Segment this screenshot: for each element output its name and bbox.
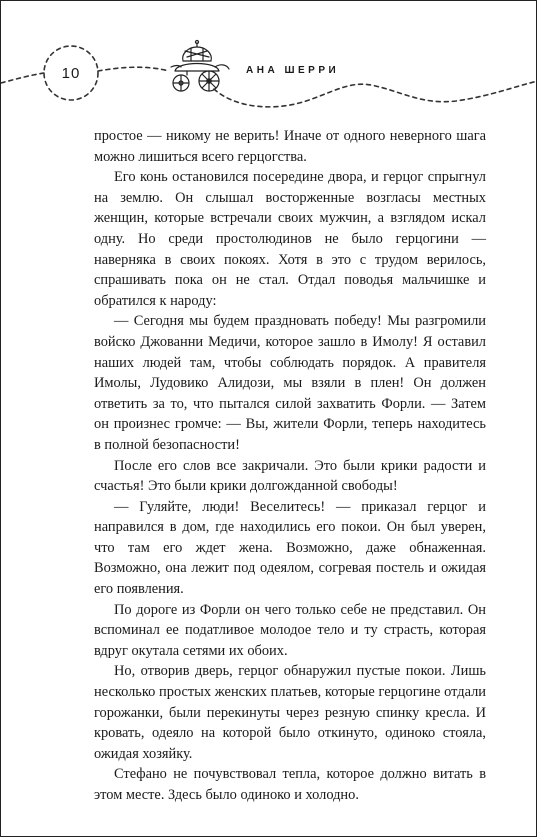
- paragraph: Его конь остановился посередине двора, и герцог спрыгнул на землю. Он слышал восторженные возгласы местных женщин, которые встречали своих мужчин, а взглядом искал одну. Но среди простолюдинов не было герцогини — наверняка в своих покоях. Хотя в это с трудом верилось, спрашивать пока он не стал. Отдал поводья мальчишке и обратился к народу:: [94, 169, 486, 309]
- paragraph: Стефано не почувствовал тепла, которое должно витать в этом месте. Здесь было одиноко и холодно.: [94, 766, 486, 803]
- paragraph: Но, отворив дверь, герцог обнаружил пустые покои. Лишь несколько простых женских платьев, которые герцогине отдали горожанки, были перекинуты через резную спинку кресла. И кровать, одеяло на которой было откинуто, одиноко стояла, ожидая хозяйку.: [94, 663, 486, 762]
- paragraph: — Сегодня мы будем праздновать победу! Мы разгромили войско Джованни Медичи, которое зашло в Имолу! Я оставил наших людей там, чтобы соблюдать порядок. А правителя Имолы, Лудовико Алидози, мы взяли в плен! Он должен ответить за то, что пытался силой захватить Форли. — Затем он произнес громче: — Вы, жители Форли, теперь находитесь в полной безопасности!: [94, 313, 486, 453]
- paragraph: — Гуляйте, люди! Веселитесь! — приказал герцог и направился в дом, где находились его покои. Он был уверен, что там его ждет жена. Возможно, даже обнаженная. Возможно, она лежит под одеялом, согревая постель и ожидая его появления.: [94, 498, 486, 598]
- carriage-icon: [171, 41, 229, 92]
- body-text: [94, 126, 486, 806]
- paragraph: После его слов все закричали. Это были крики радости и счастья! Это были крики долгожданной свободы!: [94, 457, 486, 495]
- running-head-author: АНА ШЕРРИ: [246, 65, 340, 76]
- paragraph: простое — никому не верить! Иначе от одного неверного шага можно лишиться всего герцогства.: [94, 128, 486, 165]
- paragraph: По дороге из Форли он чего только себе не представил. Он вспоминал ее податливое молодое тело и ту страсть, которая вдруг окутала сетями их обоих.: [94, 601, 486, 659]
- page-number: 10: [61, 64, 81, 82]
